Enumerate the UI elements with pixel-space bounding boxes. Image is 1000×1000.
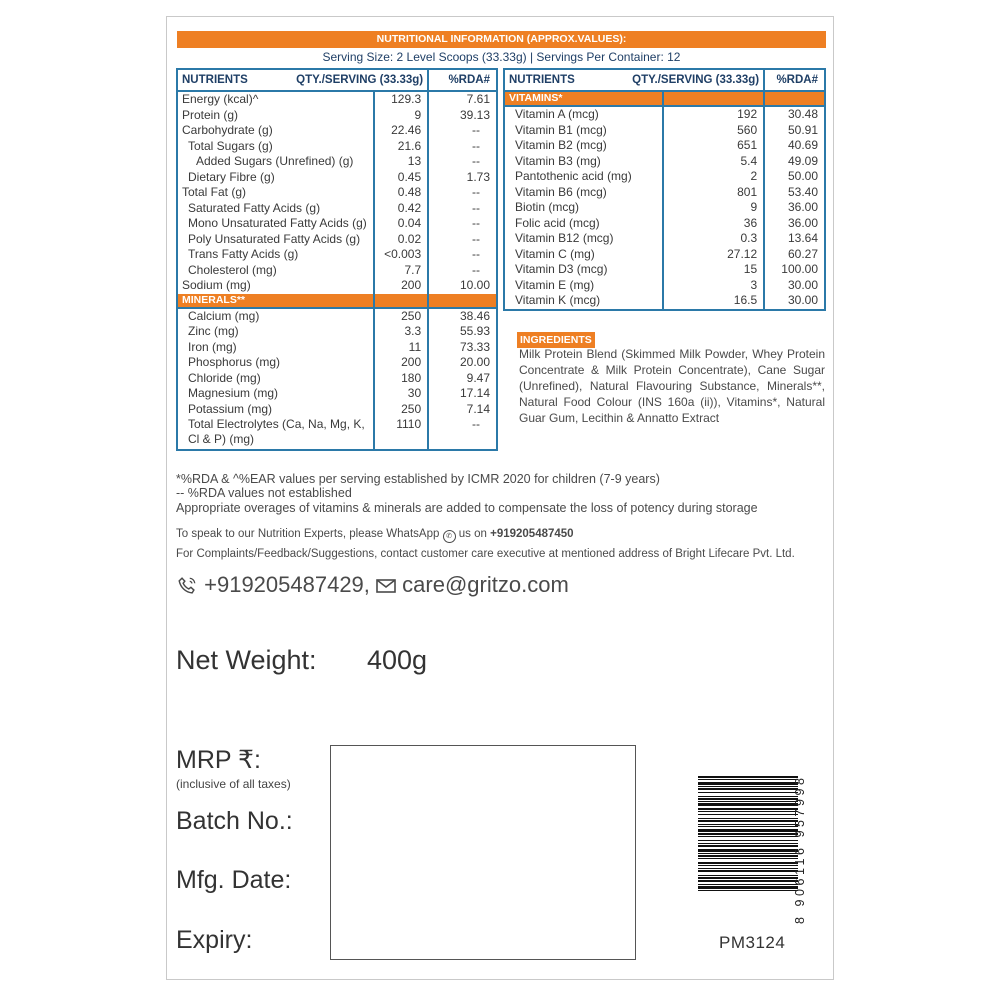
table-row — [504, 293, 825, 310]
nutrient-name: Pantothenic acid (mg) — [504, 169, 663, 185]
barcode-bar — [698, 845, 798, 847]
nutrient-name: Vitamin A (mcg) — [504, 106, 663, 123]
batch-label: Batch No.: — [176, 807, 293, 835]
net-weight — [176, 645, 428, 676]
overages-note: Appropriate overages of vitamins & minerals are added to compensate the loss of potency during storage — [176, 501, 758, 515]
table-row — [177, 355, 497, 371]
nutrient-rda: 10.00 — [428, 278, 497, 294]
nutrient-rda: 100.00 — [764, 262, 825, 278]
table-row — [504, 138, 825, 154]
barcode-bar — [698, 776, 798, 778]
table-header-row — [177, 69, 497, 91]
nutrient-qty: 22.46 — [374, 123, 428, 139]
barcode-bar — [698, 829, 798, 832]
nutrient-rda: -- — [428, 201, 497, 217]
nutrient-qty: 560 — [663, 123, 764, 139]
nutrient-qty: 180 — [374, 371, 428, 387]
email-address: care@gritzo.com — [402, 572, 569, 597]
nutrient-name: Vitamin E (mg) — [504, 278, 663, 294]
nutrient-rda: 9.47 — [428, 371, 497, 387]
table-row — [504, 106, 825, 123]
table-header-row — [504, 69, 825, 91]
whatsapp-prefix: To speak to our Nutrition Experts, please WhatsApp — [176, 528, 440, 540]
rda-note: *%RDA & ^%EAR values per serving established by ICMR 2020 for children (7-9 years) — [176, 472, 660, 486]
phone-icon — [176, 572, 204, 597]
nutrient-name: Vitamin D3 (mcg) — [504, 262, 663, 278]
nutrient-qty: 15 — [663, 262, 764, 278]
nutrient-name: Iron (mg) — [177, 340, 374, 356]
barcode-bar — [698, 798, 798, 800]
nutrient-rda: -- — [428, 417, 497, 450]
nutrient-rda: 20.00 — [428, 355, 497, 371]
nutrient-name: Magnesium (mg) — [177, 386, 374, 402]
table-row — [177, 201, 497, 217]
nutrient-name: Calcium (mg) — [177, 308, 374, 325]
nutrient-rda: 36.00 — [764, 216, 825, 232]
barcode-bar — [698, 853, 798, 854]
nutrient-rda: 7.14 — [428, 402, 497, 418]
barcode-bar — [698, 782, 798, 785]
barcode-bar — [698, 796, 798, 797]
col-qty: QTY./SERVING (33.33g) — [296, 74, 424, 86]
table-row — [177, 170, 497, 186]
table-row — [504, 169, 825, 185]
nutrient-name: Vitamin B2 (mcg) — [504, 138, 663, 154]
serving-info: Serving Size: 2 Level Scoops (33.33g) | Servings Per Container: 12 — [322, 50, 681, 64]
minerals-section — [177, 294, 497, 308]
nutrient-rda: 50.91 — [764, 123, 825, 139]
barcode-bar — [698, 849, 798, 852]
col-rda: %RDA# — [428, 69, 497, 91]
nutrient-name: Carbohydrate (g) — [177, 123, 374, 139]
table-row — [177, 139, 497, 155]
barcode-bar — [698, 875, 798, 876]
nutrient-name: Mono Unsaturated Fatty Acids (g) — [177, 216, 374, 232]
nutrient-name: Dietary Fibre (g) — [177, 170, 374, 186]
nutrient-qty: 16.5 — [663, 293, 764, 310]
nutrient-qty: 651 — [663, 138, 764, 154]
mrp-label: MRP ₹: — [176, 746, 261, 774]
table-row — [504, 262, 825, 278]
contact-line — [176, 572, 569, 598]
table-row — [504, 154, 825, 170]
nutrient-rda: 30.00 — [764, 293, 825, 310]
nutrient-qty: 1110 — [374, 417, 428, 450]
nutrient-name: Trans Fatty Acids (g) — [177, 247, 374, 263]
barcode-bar — [698, 818, 798, 819]
nutrient-qty: <0.003 — [374, 247, 428, 263]
mrp-print-box — [330, 745, 636, 960]
nutrition-table-right — [503, 68, 826, 311]
barcode-bar — [698, 801, 798, 802]
table-row — [504, 247, 825, 263]
nutrient-qty: 2 — [663, 169, 764, 185]
table-row — [504, 200, 825, 216]
col-rda: %RDA# — [764, 69, 825, 91]
nutrient-qty: 30 — [374, 386, 428, 402]
nutrient-name: Zinc (mg) — [177, 324, 374, 340]
nutrient-name: Vitamin B12 (mcg) — [504, 231, 663, 247]
table-row — [177, 91, 497, 108]
barcode-bars — [696, 774, 822, 926]
nutrient-rda: 13.64 — [764, 231, 825, 247]
nutrient-rda: -- — [428, 123, 497, 139]
nutrient-qty: 0.45 — [374, 170, 428, 186]
nutrient-name: Protein (g) — [177, 108, 374, 124]
barcode-bar — [698, 870, 798, 872]
nutrient-rda: -- — [428, 154, 497, 170]
nutrient-rda: 39.13 — [428, 108, 497, 124]
vitamins-label: VITAMINS* — [504, 91, 663, 106]
table-row — [504, 231, 825, 247]
net-weight-value: 400g — [367, 645, 428, 675]
table-row — [177, 108, 497, 124]
nutrient-qty: 11 — [374, 340, 428, 356]
nutrient-qty: 36 — [663, 216, 764, 232]
table-row — [177, 232, 497, 248]
whatsapp-number: +919205487450 — [490, 528, 574, 540]
barcode-bar — [698, 803, 798, 806]
nutrient-rows — [177, 91, 497, 294]
nutrient-qty: 250 — [374, 308, 428, 325]
nutrient-name: Total Fat (g) — [177, 185, 374, 201]
col-nutrients: NUTRIENTS — [182, 74, 248, 86]
nutrient-name: Folic acid (mcg) — [504, 216, 663, 232]
table-row — [504, 278, 825, 294]
nutrient-qty: 0.42 — [374, 201, 428, 217]
nutrient-qty: 3 — [663, 278, 764, 294]
nutrient-name: Vitamin B3 (mg) — [504, 154, 663, 170]
nutrient-rda: -- — [428, 263, 497, 279]
nutrient-qty: 192 — [663, 106, 764, 123]
table-row — [177, 185, 497, 201]
mineral-rows — [177, 308, 497, 451]
table-row — [177, 324, 497, 340]
nutrient-qty: 9 — [663, 200, 764, 216]
net-weight-label: Net Weight: — [176, 645, 317, 675]
nutrient-rda: 7.61 — [428, 91, 497, 108]
nutrient-name: Added Sugars (Unrefined) (g) — [177, 154, 374, 170]
nutrient-qty: 129.3 — [374, 91, 428, 108]
nutrient-qty: 21.6 — [374, 139, 428, 155]
nutrient-name: Chloride (mg) — [177, 371, 374, 387]
nutrient-rda: 49.09 — [764, 154, 825, 170]
whatsapp-icon: ✆ — [443, 530, 456, 543]
barcode-bar — [698, 811, 798, 812]
table-row — [504, 216, 825, 232]
nutrient-rda: 73.33 — [428, 340, 497, 356]
table-row — [177, 123, 497, 139]
whatsapp-suffix: us on — [458, 528, 487, 540]
nutrient-name: Vitamin B6 (mcg) — [504, 185, 663, 201]
barcode-bar — [698, 865, 798, 866]
nutrient-rda: -- — [428, 232, 497, 248]
vitamin-rows — [504, 106, 825, 310]
product-code: PM3124 — [719, 933, 786, 952]
nutrient-name: Poly Unsaturated Fatty Acids (g) — [177, 232, 374, 248]
nutrient-qty: 7.7 — [374, 263, 428, 279]
complaints-note: For Complaints/Feedback/Suggestions, contact customer care executive at mentioned address of Bright Lifecare Pvt. Ltd. — [176, 548, 795, 560]
table-row — [177, 386, 497, 402]
vitamins-section — [504, 91, 825, 106]
nutrient-name: Vitamin C (mg) — [504, 247, 663, 263]
nutrient-name: Saturated Fatty Acids (g) — [177, 201, 374, 217]
nutrient-rda: 30.00 — [764, 278, 825, 294]
nutrient-rda: 17.14 — [428, 386, 497, 402]
barcode-bar — [698, 820, 798, 822]
nutrient-rda: 55.93 — [428, 324, 497, 340]
nutrient-rda: 36.00 — [764, 200, 825, 216]
barcode-bar — [698, 886, 798, 889]
table-row — [177, 308, 497, 325]
nutrient-qty: 27.12 — [663, 247, 764, 263]
rda-not-established-note: -- %RDA values not established — [176, 486, 352, 500]
barcode-bar — [698, 786, 798, 787]
table-row — [504, 185, 825, 201]
table-row — [177, 247, 497, 263]
nutrient-name: Potassium (mg) — [177, 402, 374, 418]
barcode-bar — [698, 858, 798, 859]
nutrient-rda: 60.27 — [764, 247, 825, 263]
mrp-sub-label: (inclusive of all taxes) — [176, 777, 291, 791]
nutrient-rda: 1.73 — [428, 170, 497, 186]
barcode-bar — [698, 862, 798, 864]
barcode-bar — [698, 877, 798, 879]
table-row — [177, 263, 497, 279]
table-row — [177, 154, 497, 170]
nutrient-qty: 200 — [374, 278, 428, 294]
barcode-bar — [698, 824, 798, 825]
nutrient-name: Energy (kcal)^ — [177, 91, 374, 108]
nutrient-rda: 50.00 — [764, 169, 825, 185]
nutrient-qty: 0.02 — [374, 232, 428, 248]
barcode-bar — [698, 814, 798, 815]
nutrient-qty: 0.3 — [663, 231, 764, 247]
nutrition-title: NUTRITIONAL INFORMATION (APPROX.VALUES): — [177, 31, 826, 48]
barcode-bar — [698, 855, 798, 857]
barcode-bar — [698, 826, 798, 827]
barcode-bar — [698, 890, 798, 891]
table-row — [177, 278, 497, 294]
nutrient-name: Vitamin K (mcg) — [504, 293, 663, 310]
table-row — [177, 417, 497, 450]
barcode — [696, 774, 822, 926]
nutrient-name: Vitamin B1 (mcg) — [504, 123, 663, 139]
barcode-bar — [698, 840, 798, 841]
nutrient-rda: -- — [428, 185, 497, 201]
nutrient-qty: 200 — [374, 355, 428, 371]
barcode-bar — [698, 779, 798, 780]
nutrient-rda: -- — [428, 139, 497, 155]
table-row — [177, 402, 497, 418]
nutrient-rda: -- — [428, 247, 497, 263]
nutrient-rda: 38.46 — [428, 308, 497, 325]
nutrient-name: Total Electrolytes (Ca, Na, Mg, K, Cl & P) (mg) — [177, 417, 374, 450]
ingredients-label: INGREDIENTS — [517, 332, 595, 348]
table-row — [177, 371, 497, 387]
expiry-label: Expiry: — [176, 926, 253, 954]
table-row — [177, 340, 497, 356]
mfg-date-label: Mfg. Date: — [176, 866, 292, 894]
barcode-bar — [698, 808, 798, 810]
barcode-bar — [698, 884, 798, 885]
minerals-label: MINERALS** — [177, 294, 374, 308]
mail-icon — [376, 572, 402, 597]
nutrient-name: Phosphorus (mg) — [177, 355, 374, 371]
barcode-bar — [698, 833, 798, 835]
nutrient-qty: 0.04 — [374, 216, 428, 232]
barcode-bar — [698, 843, 798, 844]
nutrient-qty: 3.3 — [374, 324, 428, 340]
nutrition-table-left — [176, 68, 498, 451]
barcode-bar — [698, 868, 798, 869]
table-row — [504, 123, 825, 139]
table-row — [177, 216, 497, 232]
barcode-bar — [698, 880, 798, 882]
ingredients-text: Milk Protein Blend (Skimmed Milk Powder, Whey Protein Concentrate & Milk Protein Concentrate), Cane Sugar (Unrefined), Natural Flavouring Substance, Minerals**, Natural Food Colour (INS 160a (ii)), Vitamins*, Natural Guar Gum, Lecithin & Annatto Extract — [519, 347, 825, 425]
col-nutrients: NUTRIENTS — [509, 74, 575, 86]
nutrient-name: Biotin (mcg) — [504, 200, 663, 216]
nutrient-qty: 250 — [374, 402, 428, 418]
nutrient-name: Cholesterol (mg) — [177, 263, 374, 279]
nutrient-rda: 40.69 — [764, 138, 825, 154]
nutrient-qty: 5.4 — [663, 154, 764, 170]
barcode-bar — [698, 836, 798, 837]
nutrient-qty: 13 — [374, 154, 428, 170]
nutrient-name: Total Sugars (g) — [177, 139, 374, 155]
barcode-digits: 8 906116 957998 — [793, 778, 807, 924]
nutrient-rda: 30.48 — [764, 106, 825, 123]
phone-number: +919205487429, — [204, 572, 370, 597]
nutrient-qty: 0.48 — [374, 185, 428, 201]
nutrient-qty: 9 — [374, 108, 428, 124]
barcode-bar — [698, 792, 798, 793]
nutrient-rda: -- — [428, 216, 497, 232]
barcode-bar — [698, 788, 798, 790]
col-qty: QTY./SERVING (33.33g) — [632, 74, 760, 86]
nutrient-name: Sodium (mg) — [177, 278, 374, 294]
nutrient-rda: 53.40 — [764, 185, 825, 201]
nutrient-qty: 801 — [663, 185, 764, 201]
whatsapp-note — [176, 528, 574, 543]
